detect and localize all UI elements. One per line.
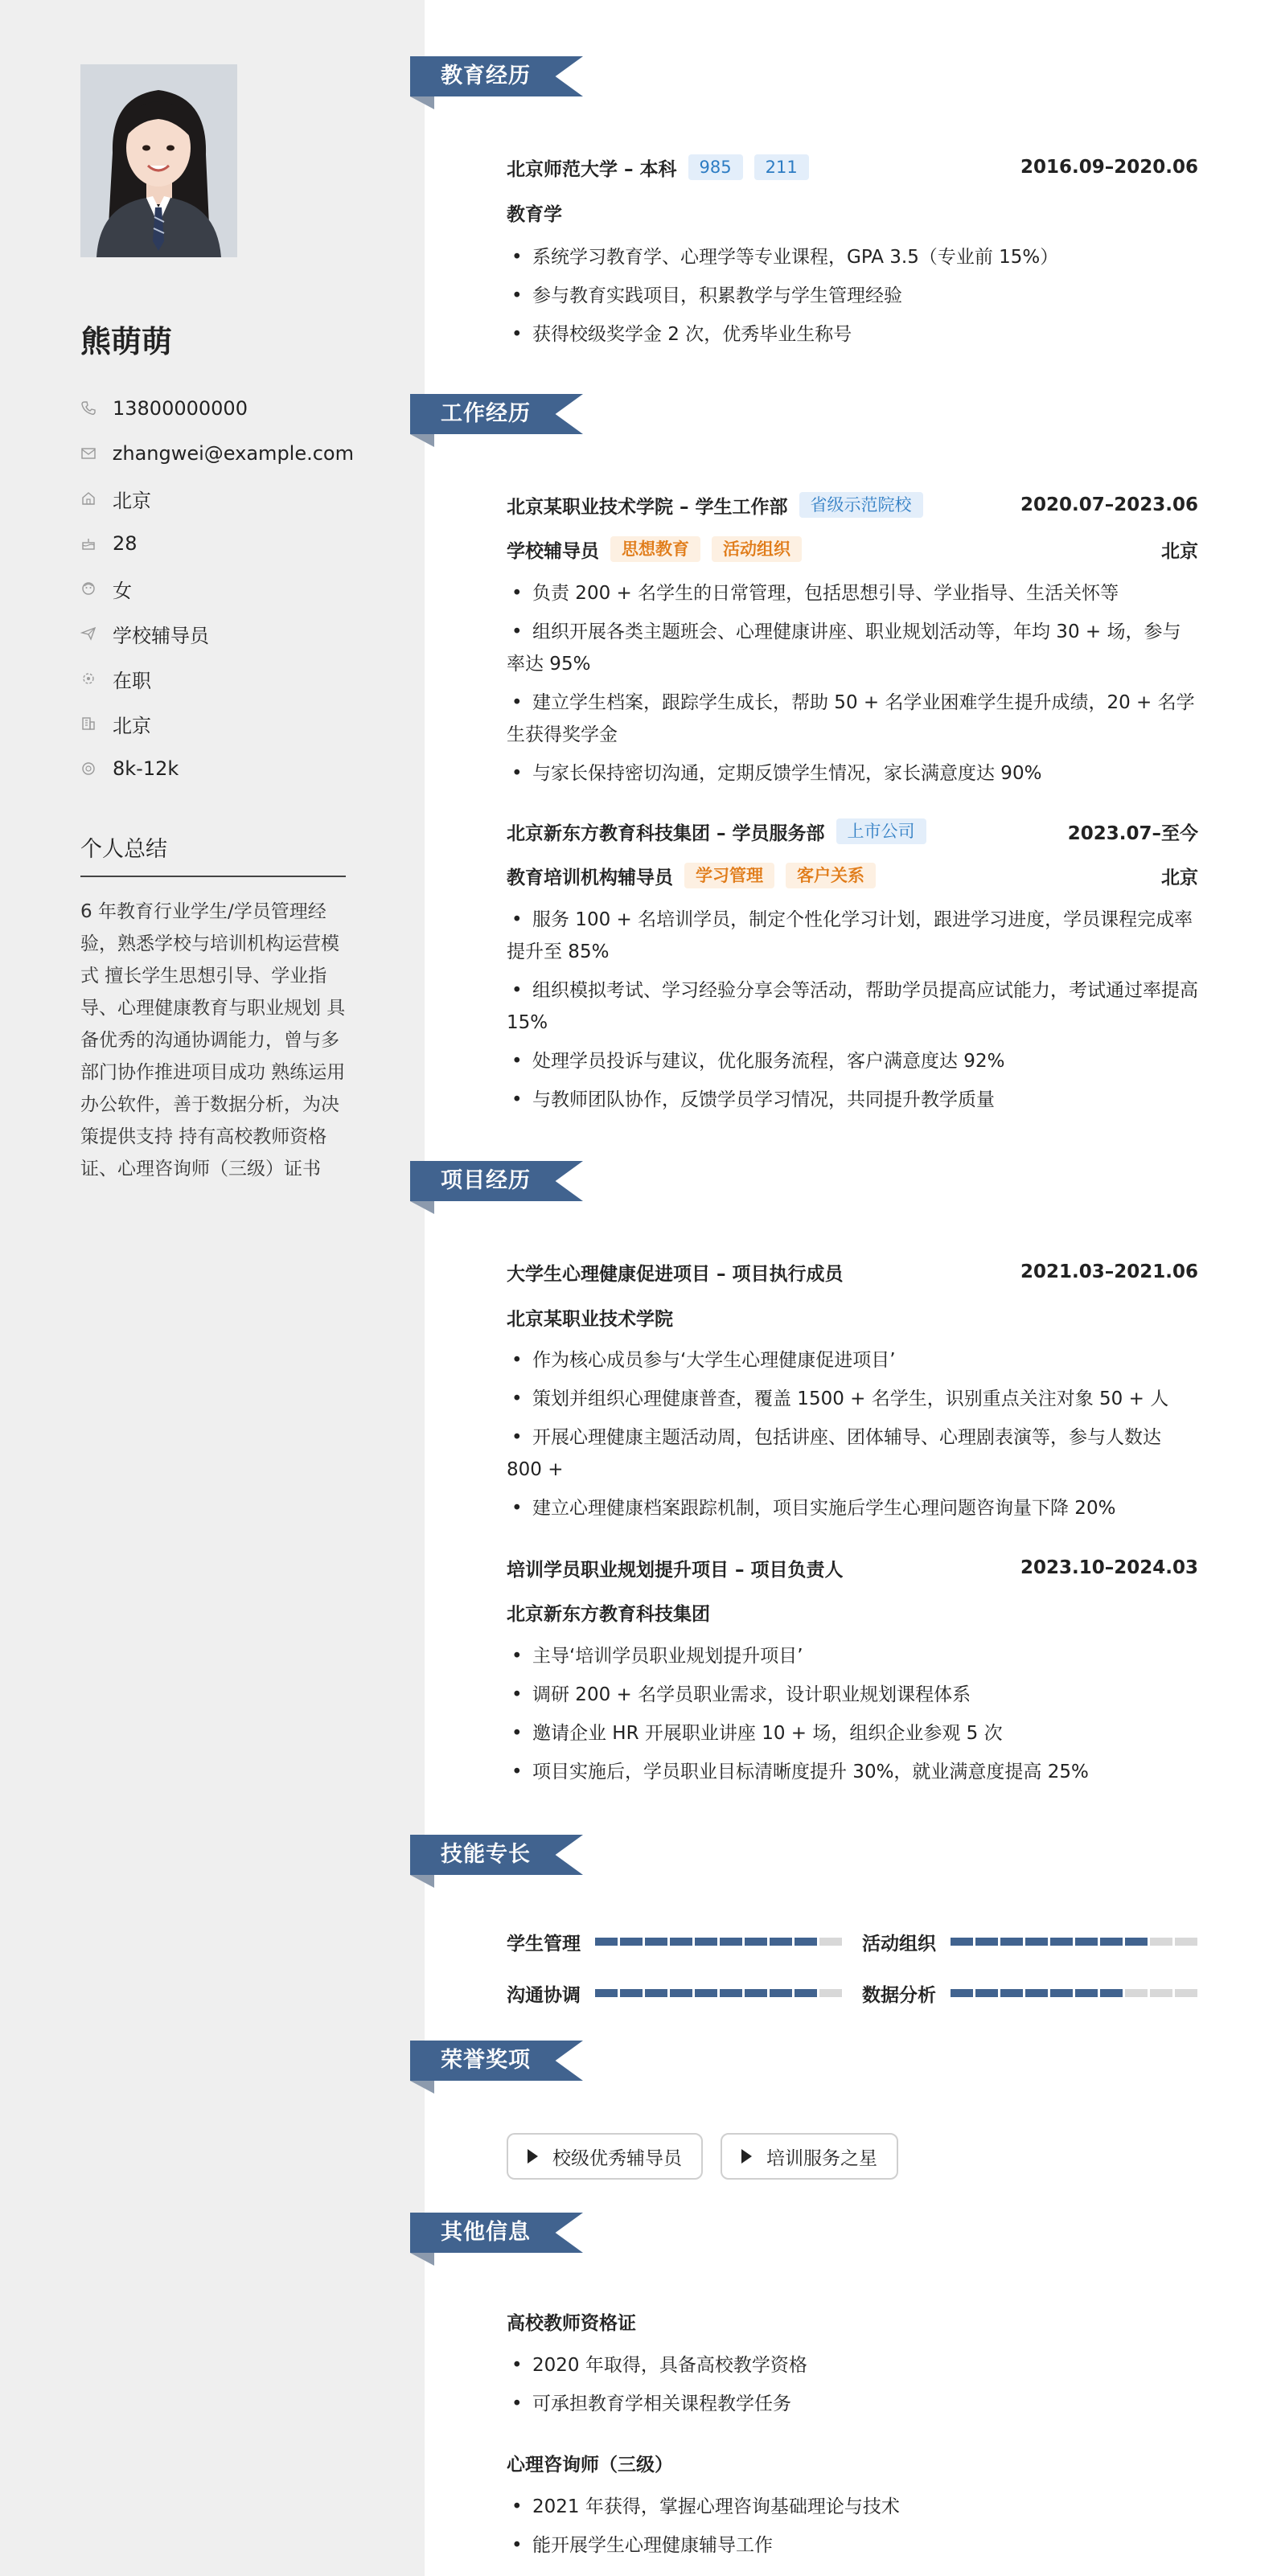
project-title: 大学生心理健康促进项目 – 项目执行成员 <box>507 1263 844 1285</box>
list-item: • 处理学员投诉与建议，优化服务流程，客户满意度达 92% <box>507 1045 1198 1077</box>
info-job <box>80 611 354 656</box>
project-bullets <box>507 1640 1198 1795</box>
skill-bar <box>951 1989 1197 1997</box>
skill-segment <box>1025 1938 1048 1946</box>
list-item: • 负责 200 + 名学生的日常管理，包括思想引导、学业指导、生活关怀等 <box>507 577 1198 609</box>
list-item: • 与教师团队协作，反馈学员学习情况，共同提升教学质量 <box>507 1084 1198 1116</box>
info-phone <box>80 386 354 431</box>
skill-segment <box>645 1938 667 1946</box>
list-item: • 参与教育实践项目，积累教学与学生管理经验 <box>507 280 1198 312</box>
skill-segment <box>951 1989 973 1997</box>
section-banner-other <box>410 2213 583 2259</box>
section-banner-skills <box>410 1835 583 1881</box>
info-city <box>80 701 354 746</box>
mail-icon <box>80 444 113 463</box>
status-icon <box>80 669 113 688</box>
salary-icon <box>80 759 113 778</box>
building-icon <box>80 714 113 733</box>
skill-name: 数据分析 <box>862 1984 936 2006</box>
skill-segment <box>1025 1989 1048 1997</box>
section-title-skills: 技能专长 <box>441 1842 531 1867</box>
skill-segment <box>670 1938 692 1946</box>
skill-segment <box>620 1989 643 1997</box>
info-home <box>80 476 354 521</box>
list-item: • 与家长保持密切沟通，定期反馈学生情况，家长满意度达 90% <box>507 757 1198 790</box>
skill-segment <box>819 1989 842 1997</box>
skill-row <box>507 1981 842 2005</box>
skill-name: 沟通协调 <box>507 1984 581 2006</box>
list-item: • 调研 200 + 名学员职业需求，设计职业规划课程体系 <box>507 1679 1198 1711</box>
section-banner-honors <box>410 2041 583 2087</box>
other-bullets <box>507 2349 1198 2426</box>
cake-icon <box>80 534 113 553</box>
skill-segment <box>1150 1989 1172 1997</box>
info-status-text: 在职 <box>113 669 151 692</box>
project-org: 北京某职业技术学院 <box>507 1308 673 1330</box>
summary-title: 个人总结 <box>80 831 346 877</box>
education-date: 2016.09–2020.06 <box>1020 157 1198 178</box>
education-tag: 211 <box>754 154 809 180</box>
education-major: 教育学 <box>507 203 562 225</box>
work-city: 北京 <box>1161 540 1198 562</box>
info-phone-text: 13800000000 <box>113 397 248 420</box>
profile-name: 熊萌萌 <box>80 324 173 359</box>
work-role: 教育培训机构辅导员 学习管理 客户关系 北京 <box>507 862 1198 889</box>
info-email <box>80 431 354 476</box>
section-banner-projects <box>410 1161 583 1208</box>
work-tag: 上市公司 <box>836 818 926 844</box>
list-item: • 组织模拟考试、学习经验分享会等活动，帮助学员提高应试能力，考试通过率提高 15% <box>507 974 1198 1039</box>
summary-text: 6 年教育行业学生/学员管理经验，熟悉学校与培训机构运营模式 擅长学生思想引导、学业指导、心理健康教育与职业规划 具备优秀的沟通协调能力，曾与多部门协作推进项目成功 熟练运用办公软件，善于数据分析，为决策提供支持 持有高校教师资格证、心理咨询师（三级）证书 <box>80 901 346 1179</box>
skill-segment <box>720 1938 742 1946</box>
play-icon <box>528 2149 538 2164</box>
skill-segment <box>645 1989 667 1997</box>
other-title: 心理咨询师（三级） <box>507 2454 673 2476</box>
work-header <box>507 490 1198 519</box>
skill-segment <box>1175 1938 1197 1946</box>
info-home-text: 北京 <box>113 489 151 512</box>
role-tag: 活动组织 <box>712 536 802 562</box>
avatar <box>80 64 237 257</box>
other-title: 高校教师资格证 <box>507 2312 636 2334</box>
list-item: • 服务 100 + 名培训学员，制定个性化学习计划，跟进学习进度，学员课程完成率提升至 85% <box>507 904 1198 968</box>
list-item: • 策划并组织心理健康普查，覆盖 1500 + 名学生，识别重点关注对象 50 + 人 <box>507 1383 1198 1415</box>
education-bullets <box>507 241 1198 357</box>
phone-icon <box>80 399 113 418</box>
work-tag: 省级示范院校 <box>799 492 923 518</box>
role-tag: 客户关系 <box>786 863 876 888</box>
list-item: • 能开展学生心理健康辅导工作 <box>507 2529 1198 2562</box>
skill-segment <box>1050 1989 1073 1997</box>
info-gender-text: 女 <box>113 579 132 602</box>
home-icon <box>80 489 113 508</box>
list-item: • 2020 年取得，具备高校教学资格 <box>507 2349 1198 2381</box>
section-title-honors: 荣誉奖项 <box>441 2048 531 2073</box>
list-item: • 可承担教育学相关课程教学任务 <box>507 2388 1198 2420</box>
skill-segment <box>745 1989 767 1997</box>
other-bullets <box>507 2491 1198 2568</box>
project-header <box>507 1257 1198 1286</box>
info-gender <box>80 566 354 611</box>
section-title-education: 教育经历 <box>441 64 531 88</box>
skill-segment <box>1050 1938 1073 1946</box>
skill-segment <box>1125 1989 1148 1997</box>
list-item: • 作为核心成员参与‘大学生心理健康促进项目’ <box>507 1344 1198 1376</box>
section-title-work: 工作经历 <box>441 401 531 426</box>
list-item: • 组织开展各类主题班会、心理健康讲座、职业规划活动等，年均 30 + 场，参与率达 95% <box>507 616 1198 680</box>
work-city: 北京 <box>1161 867 1198 888</box>
work-header <box>507 817 1198 846</box>
list-item: • 建立心理健康档案跟踪机制，项目实施后学生心理问题咨询量下降 20% <box>507 1492 1198 1524</box>
role-tag: 思想教育 <box>610 536 700 562</box>
skill-bar <box>595 1989 842 1997</box>
info-job-text: 学校辅导员 <box>113 624 209 647</box>
skill-segment <box>1100 1938 1123 1946</box>
info-status <box>80 656 354 701</box>
skill-segment <box>1100 1989 1123 1997</box>
skill-segment <box>1075 1938 1098 1946</box>
project-org: 北京新东方教育科技集团 <box>507 1603 710 1625</box>
work-role: 学校辅导员 思想教育 活动组织 北京 <box>507 535 1198 563</box>
skill-segment <box>770 1989 792 1997</box>
skill-segment <box>819 1938 842 1946</box>
honor-badge <box>721 2133 898 2180</box>
list-item: • 项目实施后，学员职业目标清晰度提升 30%，就业满意度提高 25% <box>507 1756 1198 1788</box>
skill-segment <box>1175 1989 1197 1997</box>
work-bullets <box>507 904 1198 1122</box>
list-item: • 获得校级奖学金 2 次，优秀毕业生称号 <box>507 318 1198 351</box>
contact-info-list <box>80 386 354 791</box>
skill-segment <box>1075 1989 1098 1997</box>
skill-name: 活动组织 <box>862 1933 936 1955</box>
skill-segment <box>670 1989 692 1997</box>
skill-segment <box>795 1989 817 1997</box>
honor-label: 校级优秀辅导员 <box>552 2147 682 2169</box>
skill-segment <box>745 1938 767 1946</box>
skill-bar <box>595 1938 842 1946</box>
list-item: • 开展心理健康主题活动周，包括讲座、团体辅导、心理剧表演等，参与人数达 800 + <box>507 1421 1198 1486</box>
education-tag: 985 <box>688 154 743 180</box>
list-item: • 2021 年获得，掌握心理咨询基础理论与技术 <box>507 2491 1198 2523</box>
skill-segment <box>720 1989 742 1997</box>
honor-label: 培训服务之星 <box>766 2147 877 2169</box>
skill-segment <box>695 1989 717 1997</box>
skill-segment <box>770 1938 792 1946</box>
skill-segment <box>975 1989 998 1997</box>
send-icon <box>80 624 113 643</box>
skill-segment <box>1125 1938 1148 1946</box>
education-title: 北京师范大学 – 本科 <box>507 158 677 180</box>
project-date: 2023.10–2024.03 <box>1020 1557 1198 1578</box>
info-email-text: zhangwei@example.com <box>112 442 354 465</box>
skill-bar <box>951 1938 1197 1946</box>
education-header <box>507 153 1198 182</box>
section-title-other: 其他信息 <box>441 2220 531 2245</box>
info-city-text: 北京 <box>113 714 151 737</box>
list-item: • 系统学习教育学、心理学等专业课程，GPA 3.5（专业前 15%） <box>507 241 1198 273</box>
work-date: 2020.07–2023.06 <box>1020 494 1198 515</box>
project-date: 2021.03–2021.06 <box>1020 1261 1198 1282</box>
info-age <box>80 521 354 566</box>
section-banner-education <box>410 56 583 103</box>
skill-row <box>507 1930 842 1954</box>
info-age-text: 28 <box>113 532 138 555</box>
skill-segment <box>695 1938 717 1946</box>
work-title: 北京某职业技术学院 – 学生工作部 <box>507 496 788 518</box>
play-icon <box>741 2149 752 2164</box>
skill-name: 学生管理 <box>507 1933 581 1955</box>
skill-segment <box>951 1938 973 1946</box>
list-item: • 邀请企业 HR 开展职业讲座 10 + 场，组织企业参观 5 次 <box>507 1717 1198 1749</box>
project-title: 培训学员职业规划提升项目 – 项目负责人 <box>507 1559 844 1581</box>
skill-segment <box>795 1938 817 1946</box>
skill-segment <box>595 1989 618 1997</box>
skill-segment <box>595 1938 618 1946</box>
work-date: 2023.07–至今 <box>1067 822 1198 844</box>
section-banner-work <box>410 394 583 441</box>
skill-segment <box>620 1938 643 1946</box>
section-title-projects: 项目经历 <box>441 1168 531 1193</box>
sidebar <box>0 0 425 2576</box>
work-title: 北京新东方教育科技集团 – 学员服务部 <box>507 822 825 844</box>
project-bullets <box>507 1344 1198 1531</box>
project-header <box>507 1553 1198 1582</box>
skill-segment <box>975 1938 998 1946</box>
list-item: • 建立学生档案，跟踪学生成长，帮助 50 + 名学业困难学生提升成绩，20 + 名学生获得奖学金 <box>507 687 1198 751</box>
honor-badge <box>507 2133 703 2180</box>
work-bullets <box>507 577 1198 796</box>
skill-segment <box>1000 1938 1023 1946</box>
gender-icon <box>80 579 113 598</box>
skill-row <box>862 1930 1197 1954</box>
skill-segment <box>1000 1989 1023 1997</box>
info-salary-text: 8k-12k <box>113 757 179 780</box>
role-tag: 学习管理 <box>684 863 774 888</box>
list-item: • 主导‘培训学员职业规划提升项目’ <box>507 1640 1198 1672</box>
info-salary <box>80 746 354 791</box>
skill-segment <box>1150 1938 1172 1946</box>
skill-row <box>862 1981 1197 2005</box>
